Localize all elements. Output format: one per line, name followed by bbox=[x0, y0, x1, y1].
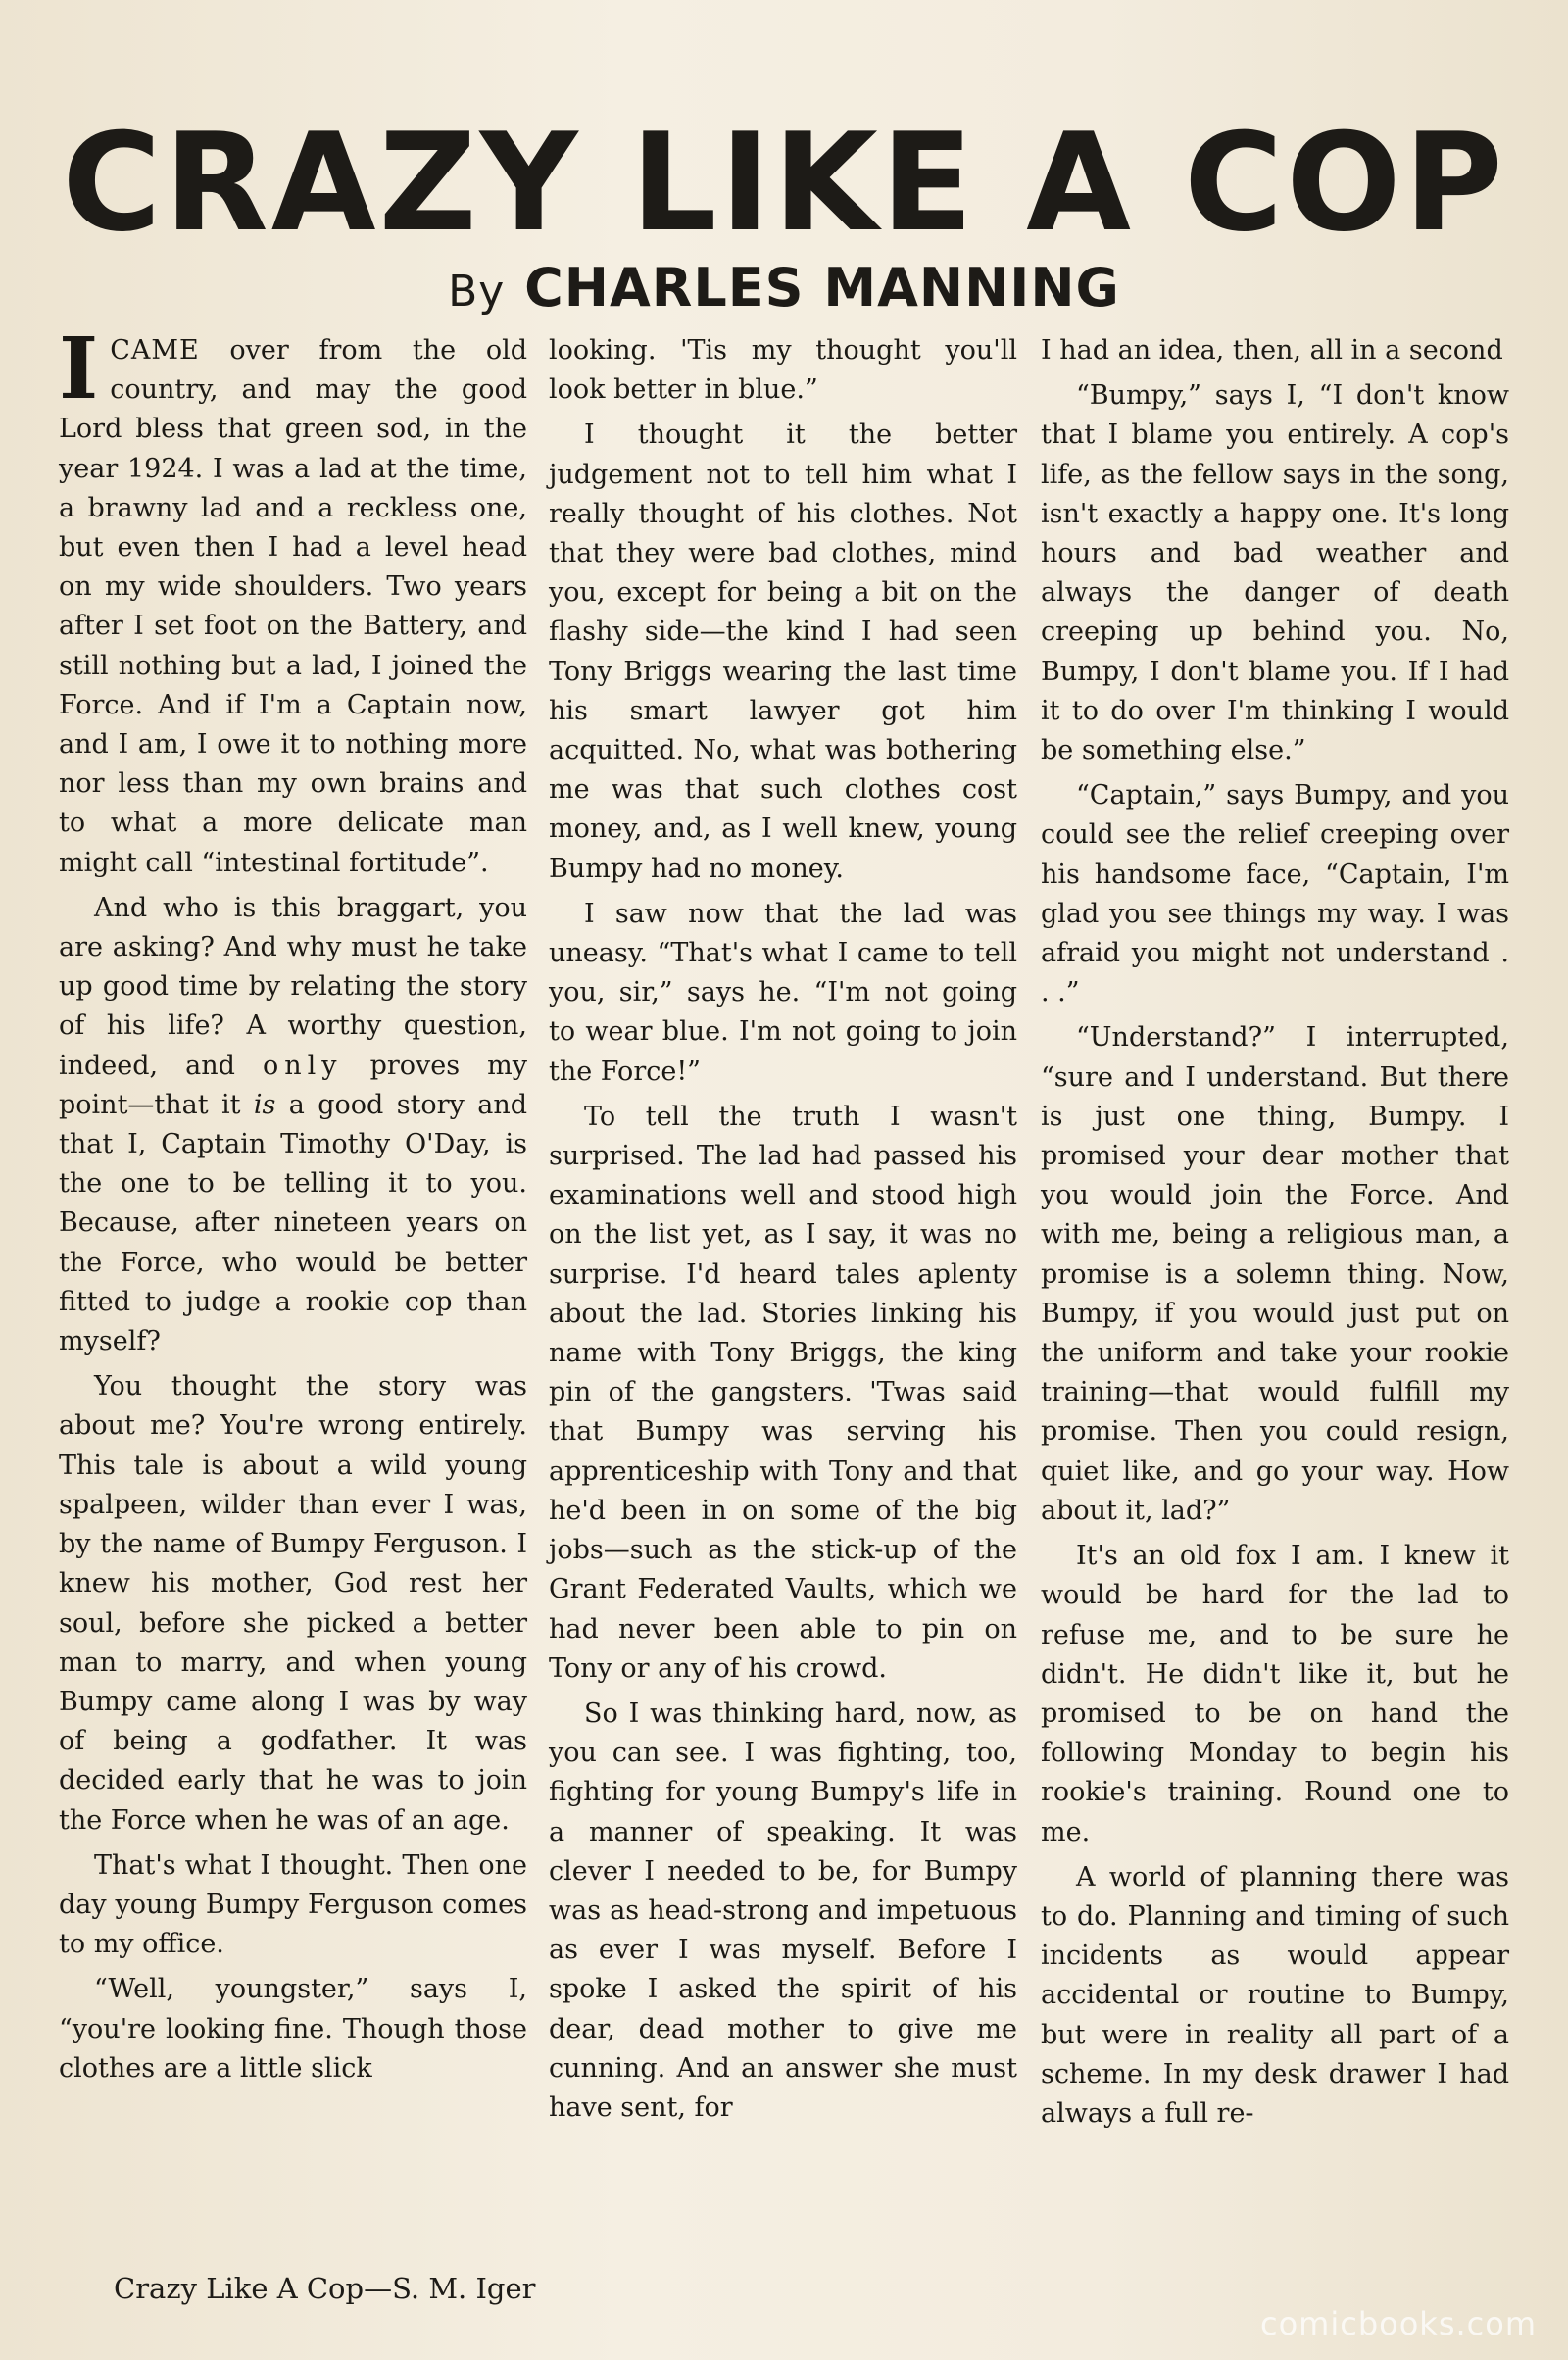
paragraph-text: And who is this braggart, you are asking? And why must he take up good time by relating the story of his life? A worthy question, indeed, and bbox=[59, 892, 527, 1081]
paragraph: I saw now that the lad was uneasy. “That's what I came to tell you, sir,” says he. “I'm not going to wear blue. I'm not going to join the Force!” bbox=[549, 898, 1017, 1087]
paragraph: “Understand?” I interrupted, “sure and I understand. But there is just one thing, Bumpy. I promised your dear mother that you would join the Force. And with me, being a religious man, a promise is a solemn thing. Now, Bumpy, if you would just put on the uniform and take your rookie training—that would fulfill my promise. Then you could resign, quiet like, and go your way. How about it, lad?” bbox=[1041, 1022, 1509, 1526]
text-column-2 bbox=[549, 331, 1017, 2128]
paragraph: It's an old fox I am. I knew it would be hard for the lad to refuse me, and to be sure he didn't. He didn't like it, but he promised to be on hand the following Monday to begin his rookie's training. Round one to me. bbox=[1041, 1541, 1509, 1847]
article-title: CRAZY LIKE A COP bbox=[62, 104, 1506, 262]
text-column-1 bbox=[59, 320, 527, 2089]
paragraph: You thought the story was about me? You're wrong entirely. This tale is about a wild young spalpeen, wilder than ever I was, by the name of Bumpy Ferguson. I knew his mother, God rest her soul, before she picked a better man to marry, and when young Bumpy came along I was by way of being a godfather. It was decided early that he was to join the Force when he was of an age. bbox=[59, 1371, 527, 1836]
text-column-3 bbox=[1041, 331, 1509, 2134]
paragraph: I thought it the better judgement not to tell him what I really thought of his clothes. Not that they were bad clothes, mind you, except for being a bit on the flashy side—the kind I had seen Tony Briggs wearing the last time his smart lawyer got him acquitted. No, what was bothering me was that such clothes cost money, and, as I well knew, young Bumpy had no money. bbox=[549, 419, 1017, 884]
paragraph bbox=[59, 889, 527, 1361]
byline-prefix: By bbox=[448, 267, 506, 317]
paragraph: To tell the truth I wasn't surprised. The lad had passed his examinations well and stood high on the list yet, as I say, it was no surprise. I'd heard tales aplenty about the lad. Stories linking his name with Tony Briggs, the king pin of the gangsters. 'Twas said that Bumpy was serving his apprenticeship with Tony and that he'd been in on some of the big jobs—such as the stick-up of the Grant Federated Vaults, which we had never been able to pin on Tony or any of his crowd. bbox=[549, 1101, 1017, 1684]
paragraph: I had an idea, then, all in a second bbox=[1041, 335, 1503, 366]
paragraph: So I was thinking hard, now, as you can see. I was fighting, too, fighting for young Bumpy's life in a manner of speaking. It was clever I needed to be, for Bumpy was as head-strong and impetuous as ever I was myself. Before I spoke I asked the spirit of his dear, dead mother to give me cunning. And an answer she must have sent, for bbox=[549, 1697, 1017, 2123]
paragraph bbox=[59, 320, 527, 883]
paragraph: “Bumpy,” says I, “I don't know that I blame you entirely. A cop's life, as the fellow says in the song, isn't exactly a happy one. It's long hours and bad weather and always the danger of death creeping up behind you. No, Bumpy, I don't blame you. If I had it to do over I'm thinking I would be something else.” bbox=[1041, 380, 1509, 766]
paragraph: A world of planning there was to do. Planning and timing of such incidents as would appear accidental or routine to Bumpy, but were in reality all part of a scheme. In my desk drawer I had always a full re- bbox=[1041, 1861, 1509, 2129]
footer-credit: Crazy Like A Cop—S. M. Iger bbox=[114, 2272, 536, 2305]
drop-cap: I bbox=[59, 320, 99, 418]
paragraph: “Captain,” says Bumpy, and you could see the relief creeping over his handsome face, “Captain, I'm glad you see things my way. I was afraid you might not understand . . .” bbox=[1041, 780, 1509, 1008]
paragraph: “Well, youngster,” says I, “you're looking fine. Though those clothes are a little slick bbox=[59, 1974, 527, 2084]
paragraph-text: proves my point—that it bbox=[59, 1050, 527, 1120]
italic-text: is bbox=[253, 1089, 276, 1120]
lead-in-caps: CAME bbox=[110, 335, 200, 366]
site-watermark: comicbooks.com bbox=[1259, 2305, 1537, 2342]
paragraph-text: a good story and that I, Captain Timothy O'Day, is the one to be telling it to you. Because, after nineteen years on the Force, who would be better fitted to judge a rookie cop than myself? bbox=[59, 1089, 527, 1357]
paragraph: That's what I thought. Then one day young Bumpy Ferguson comes to my office. bbox=[59, 1849, 527, 1960]
byline bbox=[0, 257, 1568, 319]
paragraph-text: over from the old country, and may the good Lord bless that green sod, in the year 1924. I was a lad at the time, a brawny lad and a reckless one, but even then I had a level head on my wide shoulders. Two years after I set foot on the Battery, and still nothing but a lad, I joined the Force. And if I'm a Captain now, and I am, I owe it to nothing more nor less than my own brains and to what a more delicate man might call “intestinal fortitude”. bbox=[59, 335, 527, 878]
author-name: CHARLES MANNING bbox=[524, 257, 1120, 319]
emphasis-text: only bbox=[262, 1050, 343, 1081]
paragraph: looking. 'Tis my thought you'll look better in blue.” bbox=[549, 335, 1017, 406]
